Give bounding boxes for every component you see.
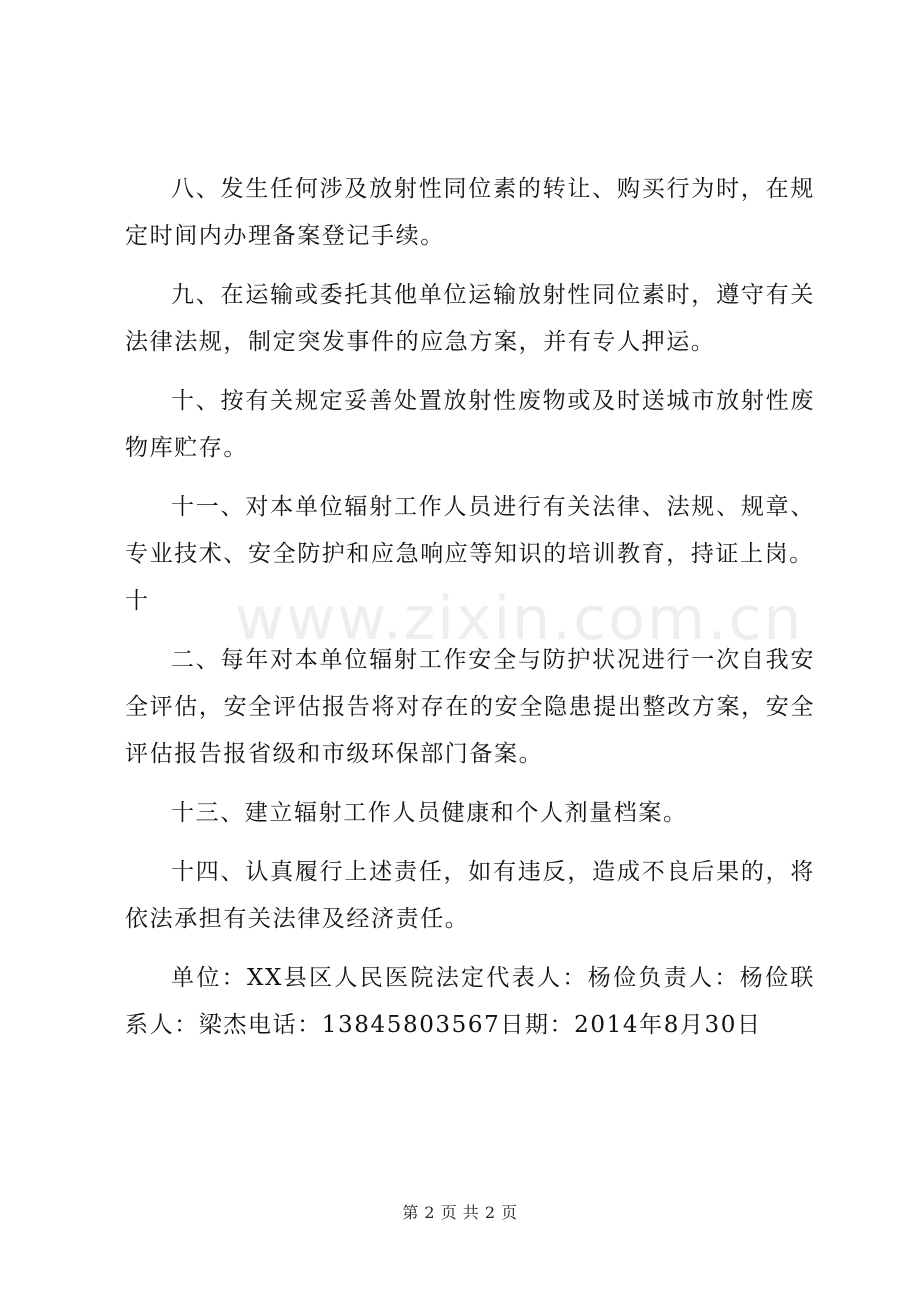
paragraph-item-14: 十四、认真履行上述责任，如有违反，造成不良后果的，将依法承担有关法律及经济责任。 — [125, 859, 815, 932]
document-body — [125, 166, 815, 1061]
paragraph-item-11: 十一、对本单位辐射工作人员进行有关法律、法规、规章、专业技术、安全防护和应急响应等知识的培训教育，持证上岗。 — [125, 494, 815, 567]
paragraph-item-13: 十三、建立辐射工作人员健康和个人剂量档案。 — [171, 800, 688, 826]
paragraph-item-12-prefix: 十 — [125, 588, 150, 614]
paragraph-item-9: 九、在运输或委托其他单位运输放射性同位素时，遵守有关法律法规，制定突发事件的应急方案，并有专人押运。 — [125, 282, 815, 355]
watermark: www.zixin.com.cn — [235, 584, 804, 654]
signature-block: 单位：XX县区人民医院法定代表人：杨俭负责人：杨俭联系人：梁杰电话：13845803567日期：2014年8月30日 — [125, 965, 815, 1038]
paragraph-item-10: 十、按有关规定妥善处置放射性废物或及时送城市放射性废物库贮存。 — [125, 388, 815, 461]
page-footer: 第 2 页 共 2 页 — [402, 1203, 518, 1222]
paragraph-item-12: 二、每年对本单位辐射工作安全与防护状况进行一次自我安全评估，安全评估报告将对存在的安全隐患提出整改方案，安全评估报告报省级和市级环保部门备案。 — [125, 647, 815, 767]
paragraph-item-8: 八、发生任何涉及放射性同位素的转让、购买行为时，在规定时间内办理备案登记手续。 — [125, 176, 815, 249]
